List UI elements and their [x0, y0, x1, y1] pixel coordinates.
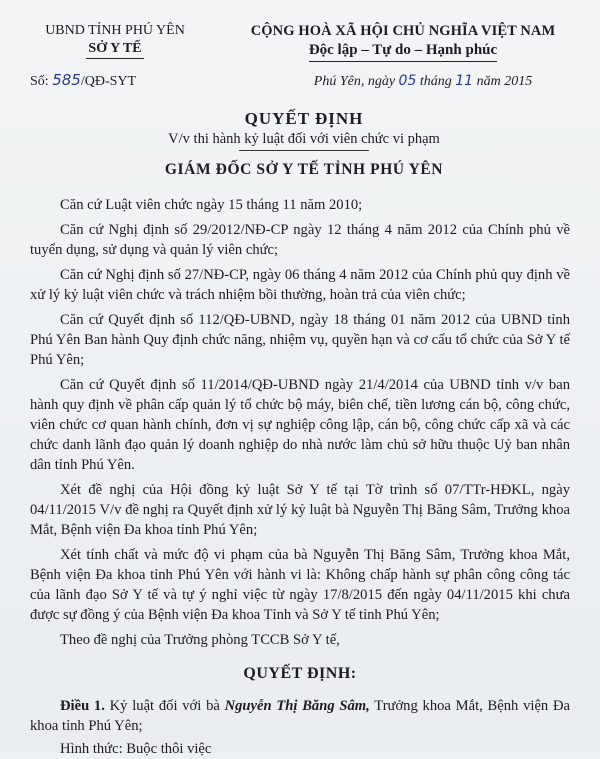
subject-underline — [239, 150, 369, 151]
agency-name: UBND TỈNH PHÚ YÊN — [45, 23, 185, 38]
paragraph-legal-basis-4: Căn cứ Quyết định số 112/QĐ-UBND, ngày 18 tháng 01 năm 2012 của UBND tỉnh Phú Yên Ban hành Quy định chức năng, nhiệm vụ, quyền hạn và cơ cấu tổ chức của Sở Y tế Phú Yên; — [30, 312, 570, 368]
handwritten-day: 05 — [398, 73, 417, 89]
document-number: Số: 585/QĐ-SYT — [30, 71, 137, 89]
handwritten-number: 585 — [52, 71, 81, 89]
disciplined-person-name: Nguyễn Thị Băng Sâm, — [224, 698, 370, 714]
document-title: QUYẾT ĐỊNH — [244, 109, 364, 128]
document-header — [30, 22, 578, 91]
article-1-label: Điều 1. — [60, 698, 105, 714]
place-date: Phú Yên, ngày 05 tháng 11 năm 2015 — [313, 73, 533, 89]
document-body — [30, 195, 578, 759]
decision-heading: QUYẾT ĐỊNH: — [243, 665, 357, 682]
discipline-form: Hình thức: Buộc thôi việc — [60, 741, 212, 757]
department-name: SỞ Y TẾ — [86, 40, 143, 59]
article-1: Điều 1. Kỷ luật đối với bà Nguyễn Thị Băng Sâm, Trưởng khoa Mắt, Bệnh viện Đa khoa tỉnh Phú Yên; — [30, 698, 570, 734]
national-block — [228, 22, 578, 91]
paragraph-recommendation: Theo đề nghị của Trưởng phòng TCCB Sở Y tế, — [60, 632, 340, 648]
issuer-block — [30, 22, 200, 91]
paragraph-proposal: Xét đề nghị của Hội đồng kỷ luật Sở Y tế tại Tờ trình số 07/TTr-HĐKL, ngày 04/11/2015 V/v đề nghị ra Quyết định xử lý kỷ luật bà Nguyễn Thị Băng Sâm, Trưởng khoa Mắt, Bệnh viện Đa khoa tỉnh Phú Yên; — [30, 482, 570, 538]
paragraph-legal-basis-1: Căn cứ Luật viên chức ngày 15 tháng 11 năm 2010; — [60, 197, 363, 213]
national-title: CỘNG HOÀ XÃ HỘI CHỦ NGHĨA VIỆT NAM — [250, 23, 556, 39]
paragraph-legal-basis-5: Căn cứ Quyết định số 11/2014/QĐ-UBND ngày 21/4/2014 của UBND tỉnh v/v ban hành quy định về phân cấp quản lý tổ chức bộ máy, biên chế, tiền lương cán bộ, công chức, viên chức cơ quan hành chính, đơn vị sự nghiệp công lập, cán bộ, công chức cấp xã và các chức danh lãnh đạo quản lý doanh nghiệp do nhà nước làm chủ sở hữu thuộc Uỷ ban nhân dân tỉnh Phú Yên. — [30, 377, 570, 473]
handwritten-month: 11 — [455, 73, 474, 89]
national-motto: Độc lập – Tự do – Hạnh phúc — [309, 41, 497, 62]
paragraph-legal-basis-2: Căn cứ Nghị định số 29/2012/NĐ-CP ngày 12 tháng 4 năm 2012 của Chính phủ về tuyển dụng, sử dụng và quản lý viên chức; — [30, 222, 570, 258]
paragraph-legal-basis-3: Căn cứ Nghị định số 27/NĐ-CP, ngày 06 tháng 4 năm 2012 của Chính phủ quy định về xử lý kỷ luật viên chức và trách nhiệm bồi thường, hoàn trả của viên chức; — [30, 267, 570, 303]
paragraph-violation: Xét tính chất và mức độ vi phạm của bà Nguyễn Thị Băng Sâm, Trưởng khoa Mắt, Bệnh viện Đa khoa tỉnh Phú Yên với hành vi là: Không chấp hành sự phân công công tác của lãnh đạo Sở Y tế và tự ý nghỉ việc từ ngày 17/8/2015 đến ngày 04/11/2015 khi chưa được sự đồng ý của Bệnh viện Đa khoa Tỉnh và Sở Y tế tỉnh Phú Yên; — [30, 547, 570, 623]
issuer-title: GIÁM ĐỐC SỞ Y TẾ TỈNH PHÚ YÊN — [164, 161, 444, 178]
document-subject: V/v thi hành kỷ luật đối với viên chức vi phạm — [168, 131, 440, 147]
